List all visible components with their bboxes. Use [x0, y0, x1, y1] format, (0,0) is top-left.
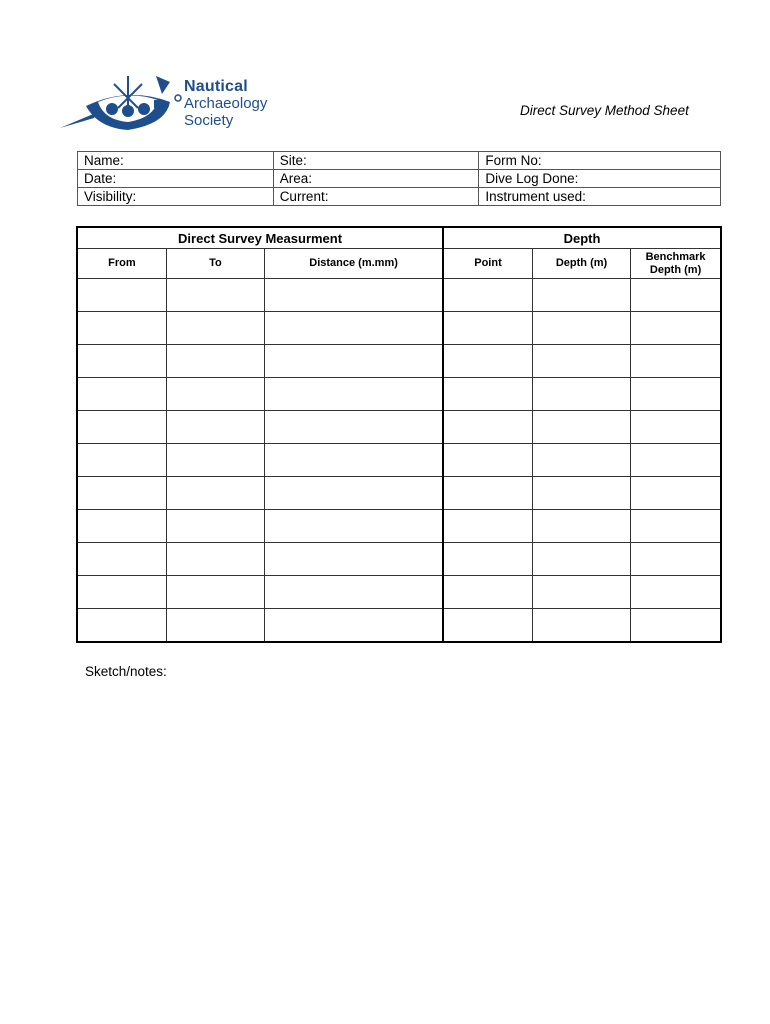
group-header-row	[77, 227, 721, 249]
table-cell[interactable]	[166, 279, 264, 312]
info-row	[78, 170, 721, 188]
instrument-used-field[interactable]: Instrument used:	[479, 188, 721, 206]
date-field[interactable]: Date:	[78, 170, 274, 188]
logo-line-3: Society	[184, 112, 234, 129]
nas-logo	[58, 72, 268, 134]
table-cell[interactable]	[443, 576, 532, 609]
table-cell[interactable]	[166, 477, 264, 510]
table-cell[interactable]	[77, 609, 166, 643]
table-row	[77, 345, 721, 378]
table-cell[interactable]	[77, 477, 166, 510]
benchmark-depth-column-header: Benchmark Depth (m)	[631, 249, 721, 279]
table-cell[interactable]	[631, 279, 721, 312]
table-cell[interactable]	[532, 543, 630, 576]
table-cell[interactable]	[166, 345, 264, 378]
table-cell[interactable]	[77, 510, 166, 543]
table-cell[interactable]	[443, 279, 532, 312]
survey-table-body	[77, 279, 721, 643]
table-cell[interactable]	[532, 477, 630, 510]
table-row	[77, 312, 721, 345]
table-cell[interactable]	[166, 543, 264, 576]
table-cell[interactable]	[631, 444, 721, 477]
table-row	[77, 543, 721, 576]
column-header-row	[77, 249, 721, 279]
table-cell[interactable]	[265, 411, 444, 444]
table-row	[77, 279, 721, 312]
table-cell[interactable]	[265, 477, 444, 510]
table-cell[interactable]	[532, 378, 630, 411]
table-cell[interactable]	[631, 378, 721, 411]
table-row	[77, 609, 721, 643]
survey-measurement-table	[76, 226, 722, 643]
table-cell[interactable]	[532, 345, 630, 378]
from-column-header: From	[77, 249, 166, 279]
distance-column-header: Distance (m.mm)	[265, 249, 444, 279]
table-row	[77, 378, 721, 411]
table-cell[interactable]	[443, 411, 532, 444]
logo-line-2: Archaeology	[184, 95, 268, 112]
table-cell[interactable]	[532, 279, 630, 312]
table-row	[77, 444, 721, 477]
table-cell[interactable]	[443, 477, 532, 510]
table-cell[interactable]	[443, 543, 532, 576]
table-cell[interactable]	[265, 444, 444, 477]
table-cell[interactable]	[265, 345, 444, 378]
table-cell[interactable]	[443, 378, 532, 411]
depth-column-header: Depth (m)	[532, 249, 630, 279]
table-cell[interactable]	[77, 576, 166, 609]
table-cell[interactable]	[166, 444, 264, 477]
table-cell[interactable]	[77, 345, 166, 378]
area-field[interactable]: Area:	[273, 170, 479, 188]
table-cell[interactable]	[265, 312, 444, 345]
form-no-field[interactable]: Form No:	[479, 152, 721, 170]
table-cell[interactable]	[532, 312, 630, 345]
table-cell[interactable]	[265, 378, 444, 411]
visibility-field[interactable]: Visibility:	[78, 188, 274, 206]
sheet-title: Direct Survey Method Sheet	[520, 103, 689, 118]
table-cell[interactable]	[532, 576, 630, 609]
dive-log-done-field[interactable]: Dive Log Done:	[479, 170, 721, 188]
info-fields-table	[77, 151, 721, 206]
table-cell[interactable]	[166, 312, 264, 345]
table-cell[interactable]	[631, 543, 721, 576]
table-row	[77, 411, 721, 444]
table-cell[interactable]	[631, 609, 721, 643]
logo-line-1: Nautical	[184, 78, 248, 95]
table-cell[interactable]	[532, 510, 630, 543]
table-cell[interactable]	[77, 444, 166, 477]
table-cell[interactable]	[77, 543, 166, 576]
table-cell[interactable]	[443, 609, 532, 643]
logo-wordmark	[184, 78, 267, 129]
direct-survey-measurement-header: Direct Survey Measurment	[77, 227, 443, 249]
site-field[interactable]: Site:	[273, 152, 479, 170]
nautical-archaeology-society-emblem-icon	[58, 72, 183, 134]
table-cell[interactable]	[77, 411, 166, 444]
table-cell[interactable]	[443, 444, 532, 477]
to-column-header: To	[166, 249, 264, 279]
table-cell[interactable]	[77, 279, 166, 312]
table-cell[interactable]	[443, 510, 532, 543]
table-cell[interactable]	[166, 378, 264, 411]
table-row	[77, 510, 721, 543]
table-cell[interactable]	[631, 312, 721, 345]
table-cell[interactable]	[631, 576, 721, 609]
table-cell[interactable]	[166, 510, 264, 543]
table-cell[interactable]	[443, 312, 532, 345]
table-cell[interactable]	[166, 609, 264, 643]
name-field[interactable]: Name:	[78, 152, 274, 170]
table-cell[interactable]	[166, 411, 264, 444]
table-cell[interactable]	[265, 543, 444, 576]
table-cell[interactable]	[265, 510, 444, 543]
table-row	[77, 477, 721, 510]
table-row	[77, 576, 721, 609]
point-column-header: Point	[443, 249, 532, 279]
table-cell[interactable]	[265, 576, 444, 609]
table-cell[interactable]	[443, 345, 532, 378]
table-cell[interactable]	[166, 576, 264, 609]
info-row	[78, 188, 721, 206]
info-row	[78, 152, 721, 170]
table-cell[interactable]	[77, 312, 166, 345]
table-cell[interactable]	[265, 609, 444, 643]
table-cell[interactable]	[631, 477, 721, 510]
table-cell[interactable]	[631, 411, 721, 444]
sketch-notes-label: Sketch/notes:	[85, 664, 167, 679]
table-cell[interactable]	[631, 510, 721, 543]
table-cell[interactable]	[631, 345, 721, 378]
table-cell[interactable]	[532, 444, 630, 477]
current-field[interactable]: Current:	[273, 188, 479, 206]
table-cell[interactable]	[77, 378, 166, 411]
table-cell[interactable]	[532, 609, 630, 643]
table-cell[interactable]	[532, 411, 630, 444]
depth-group-header: Depth	[443, 227, 721, 249]
table-cell[interactable]	[265, 279, 444, 312]
